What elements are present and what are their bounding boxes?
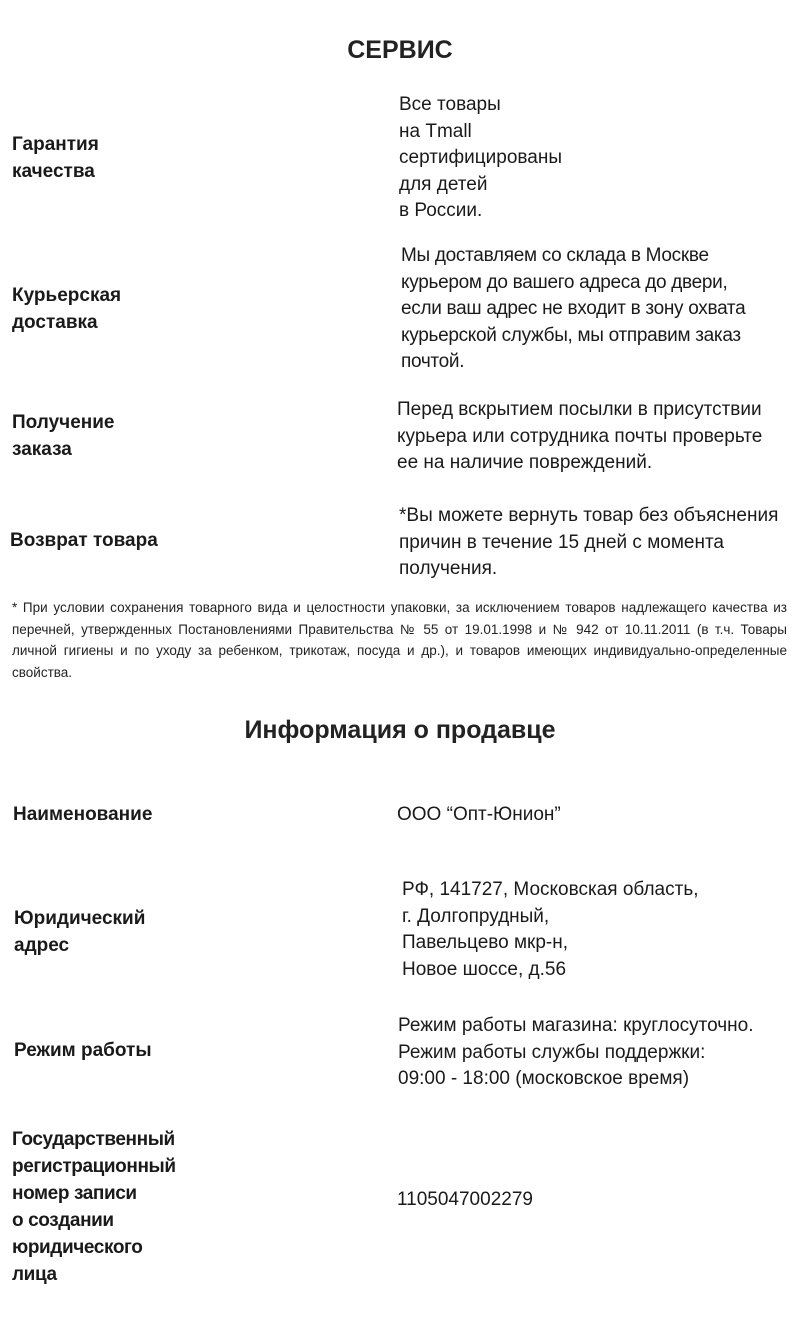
working-hours-label: Режим работы xyxy=(14,1040,152,1061)
registration-number-value: 1105047002279 xyxy=(397,1189,533,1210)
returns-label: Возврат товара xyxy=(10,530,158,551)
returns-footnote: * При условии сохранения товарного вида и целостности упаковки, за исключением товаров надлежащего качества из перечней, утвержденных Постановлениями Правительства № 55 от 19.01.1998 и № 942 от 10.11.2011 (в т.ч. Товары личной гигиены и по уходу за ребенком, трикотаж, посуда и др.), и товаров имеющих индивидуально-определенные свойства. xyxy=(12,600,787,680)
order-receipt-value: Перед вскрытием посылки в присутствии курьера или сотрудника почты проверьте ее на наличие повреждений. xyxy=(397,399,763,473)
quality-guarantee-label: Гарантия качества xyxy=(12,134,99,182)
order-receipt-label: Получение заказа xyxy=(12,412,115,460)
quality-guarantee-value: Все товары на Tmall сертифицированы для детей в России. xyxy=(399,94,563,221)
seller-info-title: Информация о продавце xyxy=(244,716,556,744)
courier-delivery-label: Курьерская доставка xyxy=(12,285,122,333)
returns-value: *Вы можете вернуть товар без объяснения причин в течение 15 дней с момента получения. xyxy=(399,505,779,579)
seller-name-label: Наименование xyxy=(13,804,153,825)
registration-number-label: Государственный регистрационный номер записи о создании юридического лица xyxy=(12,1129,176,1285)
seller-name-value: ООО “Опт-Юнион” xyxy=(397,804,561,825)
service-title: СЕРВИС xyxy=(347,36,453,64)
legal-address-label: Юридический адрес xyxy=(14,908,146,956)
working-hours-value: Режим работы магазина: круглосуточно. Режим работы службы поддержки: 09:00 - 18:00 (московское время) xyxy=(398,1015,754,1089)
legal-address-value: РФ, 141727, Московская область, г. Долгопрудный, Павельцево мкр-н, Новое шоссе, д.56 xyxy=(402,879,699,980)
courier-delivery-value: Мы доставляем со склада в Москве курьером до вашего адреса до двери, если ваш адрес не входит в зону охвата курьерской службы, мы отправим заказ почтой. xyxy=(401,245,746,372)
